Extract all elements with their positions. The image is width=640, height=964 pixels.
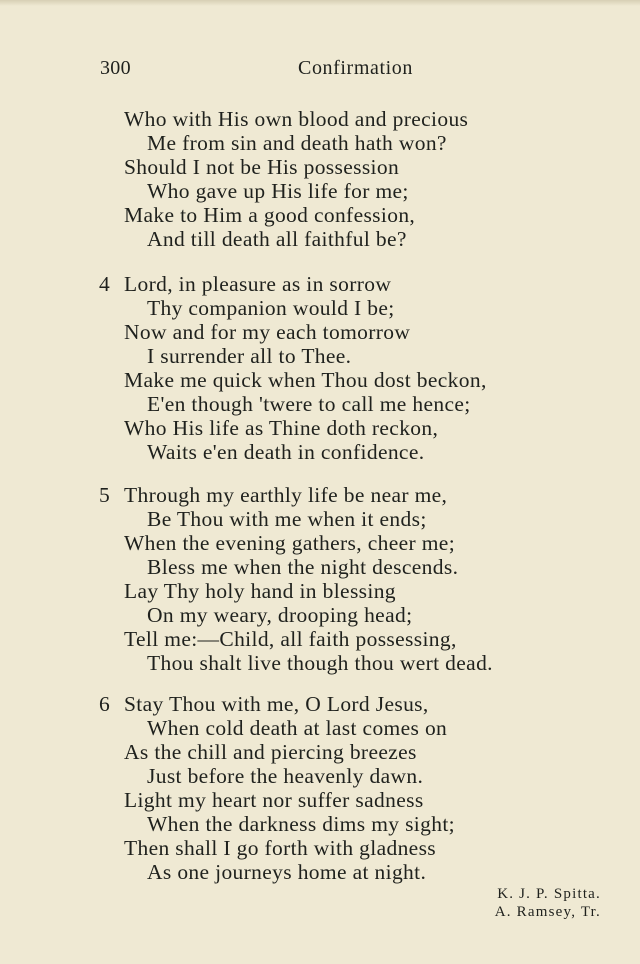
stanza-line: Tell me:—Child, all faith possessing, <box>124 627 457 651</box>
stanza-line: Be Thou with me when it ends; <box>147 507 427 531</box>
stanza-line: Lay Thy holy hand in blessing <box>124 579 396 603</box>
stanza-line: Who gave up His life for me; <box>147 179 409 203</box>
stanza-line: Now and for my each tomorrow <box>124 320 411 344</box>
hymn-attribution <box>495 885 601 921</box>
stanza-line: Lord, in pleasure as in sorrow <box>124 272 392 296</box>
stanza-line: Should I not be His possession <box>124 155 400 179</box>
stanza-line: Who with His own blood and precious <box>124 107 469 131</box>
stanza-line: Through my earthly life be near me, <box>124 483 448 507</box>
stanza-line: Bless me when the night descends. <box>147 555 459 579</box>
stanza-line: Me from sin and death hath won? <box>147 131 447 155</box>
stanza-number: 5 <box>99 483 110 507</box>
author-credit: K. J. P. Spitta. <box>497 886 601 902</box>
page-header <box>100 57 640 85</box>
stanza-line: Just before the heavenly dawn. <box>147 764 424 788</box>
section-title: Confirmation <box>298 57 413 79</box>
stanza-line: Make to Him a good confession, <box>124 203 416 227</box>
stanza-line: And till death all faithful be? <box>147 227 407 251</box>
stanza-line: I surrender all to Thee. <box>147 344 352 368</box>
stanza-line: Thou shalt live though thou wert dead. <box>147 651 493 675</box>
stanza-line: Light my heart nor suffer sadness <box>124 788 424 812</box>
stanza-line: As the chill and piercing breezes <box>124 740 417 764</box>
stanza-line: When the evening gathers, cheer me; <box>124 531 456 555</box>
stanza-number: 4 <box>99 272 110 296</box>
stanza-line: Stay Thou with me, O Lord Jesus, <box>124 692 429 716</box>
stanza-line: When cold death at last comes on <box>147 716 448 740</box>
stanza-line: As one journeys home at night. <box>147 860 427 884</box>
stanza-line: Thy companion would I be; <box>147 296 395 320</box>
stanza-line: E'en though 'twere to call me hence; <box>147 392 471 416</box>
stanza-line: When the darkness dims my sight; <box>147 812 455 836</box>
page-number: 300 <box>100 57 131 79</box>
stanza-line: Make me quick when Thou dost beckon, <box>124 368 487 392</box>
translator-credit: A. Ramsey, Tr. <box>494 904 601 920</box>
stanza-line: Who His life as Thine doth reckon, <box>124 416 439 440</box>
stanza-line: Waits e'en death in confidence. <box>147 440 425 464</box>
stanza-line: Then shall I go forth with gladness <box>124 836 437 860</box>
page-top-edge <box>0 0 640 6</box>
stanza-line: On my weary, drooping head; <box>147 603 413 627</box>
stanza-number: 6 <box>99 692 110 716</box>
